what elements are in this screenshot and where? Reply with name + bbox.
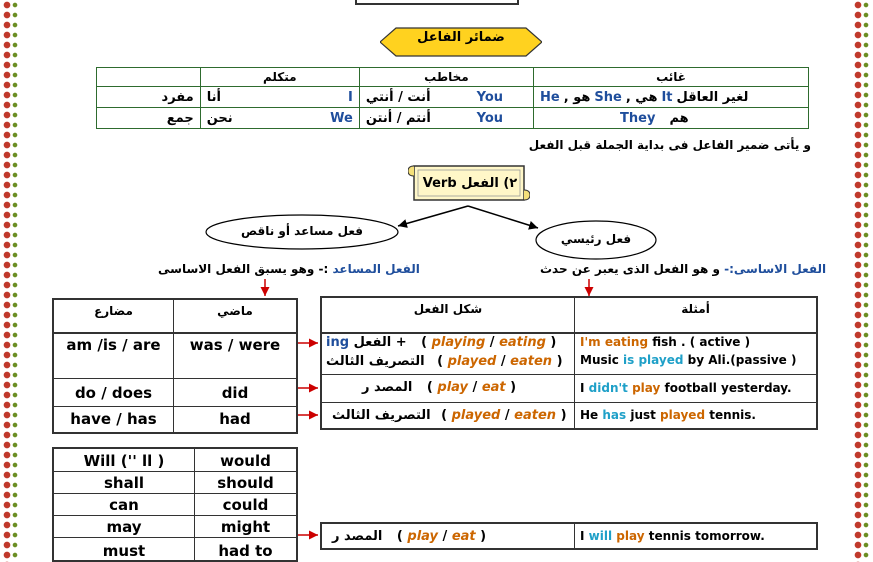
page-title: ضمائر الفاعل: [417, 30, 505, 45]
main-def-text: و هو الفعل الذى يعبر عن حدث: [540, 262, 720, 276]
pronoun-first-ar: أنا: [206, 89, 221, 105]
aux-header-past: ماضي: [217, 304, 253, 318]
example-active: I'm eating fish . ( active ): [580, 335, 751, 349]
example-passive: Music is played by Ali.(passive ): [580, 353, 797, 367]
main-definition: [540, 262, 826, 276]
form-eating: eating: [499, 335, 546, 350]
form-row-continuous: ing الفعل + ( playing / eating ): [326, 335, 557, 350]
pronoun-you-plural: You: [476, 110, 504, 126]
aux-header-present: مضارع: [94, 304, 133, 318]
modal-form: المصد ر ( play / eat ): [332, 529, 487, 544]
form-ar-verb-plus: الفعل +: [353, 335, 407, 350]
aux-verb-table: [52, 298, 298, 434]
note-line: و يأتى ضمير الفاعل فى بداية الجملة قبل الفعل: [528, 138, 811, 152]
pronoun-she-ar: , هي: [625, 89, 658, 105]
aux-def-term: الفعل المساعد: [332, 262, 420, 276]
modal-present-can: can: [109, 496, 139, 514]
aux-definition: [158, 262, 420, 276]
form-row-infinitive: المصد ر ( play / eat ): [362, 380, 517, 395]
header-second-person: مخاطب: [359, 68, 533, 87]
pronoun-you-plural-ar: أنتم / أنتن: [365, 110, 431, 126]
aux-def-text: :- وهو يسبق الفعل الاساسى: [158, 262, 329, 276]
form-row-perfect: التصريف الثالث ( played / eaten ): [332, 408, 567, 423]
modal-past-had-to: had to: [218, 542, 273, 560]
pronoun-i: I: [347, 89, 353, 105]
pronoun-it: It: [661, 89, 673, 105]
pronoun-he: He: [540, 89, 560, 105]
example-has: He has just played tennis.: [580, 408, 756, 422]
pronoun-you: You: [476, 89, 504, 105]
pronoun-they-ar: هم: [669, 110, 689, 126]
verb-heading-ar: ٢) الفعل: [461, 176, 518, 191]
form-playing: playing: [431, 335, 486, 350]
pronoun-they: They: [620, 110, 656, 126]
example-did: I didn't play football yesterday.: [580, 381, 792, 395]
main-def-term: الفعل الاساسى:-: [724, 262, 827, 276]
pronoun-she: She: [594, 89, 622, 105]
form-played: played: [447, 354, 497, 369]
modal-past-would: would: [220, 452, 271, 470]
examples-header: أمثلة: [681, 302, 710, 316]
form-eaten: eaten: [510, 354, 553, 369]
pronoun-he-ar: , هو: [563, 89, 591, 105]
verb-form-table: [320, 296, 818, 430]
ing-suffix: ing: [326, 335, 350, 350]
label-singular: مفرد: [97, 87, 201, 108]
pronoun-second-ar: أنت / أنتي: [365, 89, 431, 105]
modal-verb-table: [52, 447, 298, 562]
aux-present-have: have / has: [70, 410, 157, 428]
modal-present-must: must: [102, 542, 146, 560]
aux-present-be: am /is / are: [66, 336, 161, 354]
aux-past-be: was / were: [189, 336, 281, 354]
aux-present-do: do / does: [74, 384, 153, 402]
modal-present-shall: shall: [103, 474, 144, 492]
verb-heading-en: Verb: [422, 176, 457, 191]
header-first-person: متكلم: [200, 68, 359, 87]
modal-present-may: may: [106, 518, 142, 536]
modal-past-should: should: [217, 474, 274, 492]
pronoun-we-ar: نحن: [206, 110, 233, 126]
form-row-passive: التصريف الثالث ( played / eaten ): [326, 354, 563, 369]
modal-past-could: could: [222, 496, 269, 514]
example-will: I will play tennis tomorrow.: [580, 529, 765, 543]
pronoun-we: We: [330, 110, 353, 126]
form-ar-third: التصريف الثالث: [326, 354, 425, 369]
form-header: شكل الفعل: [413, 302, 483, 316]
aux-past-have: had: [219, 410, 251, 428]
modal-form-row: [320, 522, 818, 550]
aux-past-do: did: [221, 384, 249, 402]
label-plural: جمع: [97, 108, 201, 129]
pronoun-it-ar: لغير العاقل: [676, 89, 749, 105]
modal-present-will: Will ('' ll ): [83, 452, 165, 470]
header-third-person: غائب: [534, 68, 809, 87]
aux-bubble: فعل مساعد أو ناقص: [241, 224, 363, 238]
main-bubble: فعل رئيسي: [560, 232, 632, 246]
modal-past-might: might: [220, 518, 271, 536]
